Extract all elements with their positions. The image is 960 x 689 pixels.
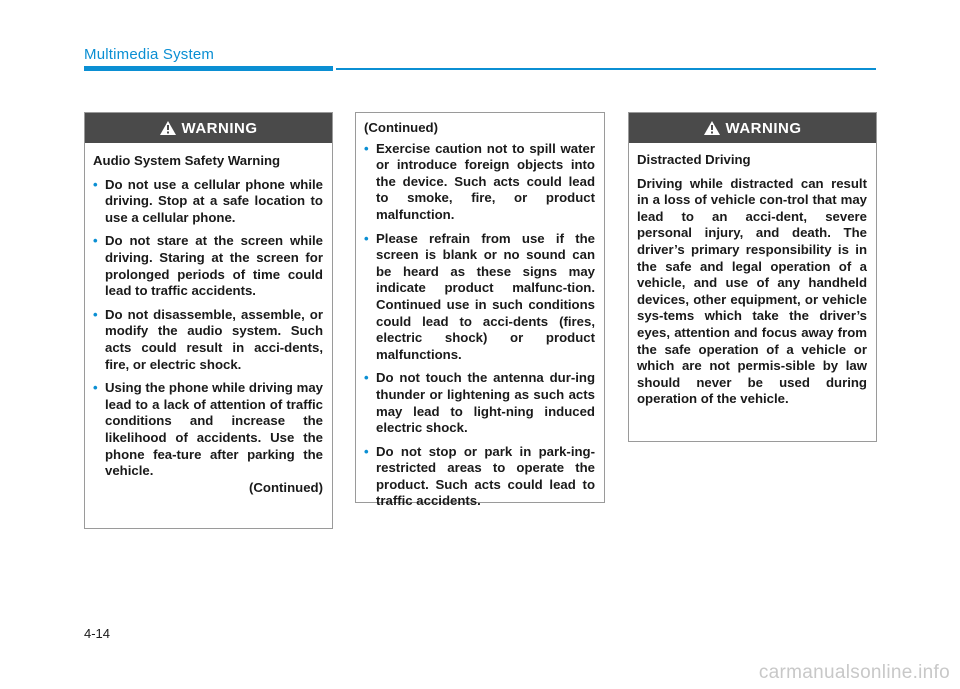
list-item: • Do not use a cellular phone while driving. Stop at a safe location to use a cellular phone.: [93, 176, 323, 225]
bullet-icon: •: [364, 370, 369, 386]
header-rule-thin: [336, 68, 876, 70]
list-item: • Please refrain from use if the screen is blank or no sound can be heard as these signs may indicate product malfunc-tion. Continued use in such conditions could lead to acci-dents (fires, electric shock) or product malfunctions.: [364, 230, 595, 362]
continued-note: (Continued): [364, 120, 438, 135]
box-subtitle: Distracted Driving: [637, 152, 751, 167]
warning-body: Driving while distracted can result in a loss of vehicle con-trol that may lead to an acci-dent, severe personal injury, and death. The driver’s primary responsibility is in the safe and legal operation of a vehicle, and use of any handheld devices, other equipment, or vehicle sys-tems which take the driver’s eyes, attention and focus away from the safe operation of a vehicle or which are not permis-sible by law should never be used during operation of the vehicle.: [637, 175, 867, 407]
bullet-list: [364, 141, 595, 510]
list-item: • Exercise caution not to spill water or introduce foreign objects into the device. Such acts could lead to smoke, fire, or product malfunction.: [364, 140, 595, 222]
warning-header: [85, 113, 332, 143]
bullet-icon: •: [364, 443, 369, 459]
page-number: 4-14: [84, 626, 111, 641]
bullet-icon: •: [364, 140, 369, 156]
warning-label: WARNING: [725, 119, 802, 137]
list-item: • Using the phone while driving may lead to a lack of attention of traffic conditions and increase the likelihood of accidents. Use the phone fea-ture after parking the vehicle.: [93, 380, 323, 479]
continued-box: [355, 112, 605, 509]
bullet-icon: •: [93, 380, 98, 396]
watermark: carmanualsonline.info: [758, 662, 950, 683]
warning-triangle-icon: [704, 121, 720, 135]
list-item: • Do not touch the antenna dur-ing thunder or lightening as such acts may lead to light-ning induced electric shock.: [364, 370, 595, 436]
warning-header: [629, 113, 876, 143]
bullet-icon: •: [93, 233, 98, 249]
list-item: • Do not stare at the screen while driving. Staring at the screen for prolonged periods of time could lead to traffic accidents.: [93, 233, 323, 299]
warning-triangle-icon: [160, 121, 176, 135]
bullet-list: [93, 177, 323, 480]
bullet-icon: •: [93, 306, 98, 322]
header-rule-thick: [84, 66, 333, 71]
continued-note: (Continued): [249, 479, 323, 495]
bullet-icon: •: [364, 230, 369, 246]
warning-box-distracted-driving: [628, 112, 877, 442]
list-item: • Do not stop or park in park-ing-restricted areas to operate the product. Such acts could lead to traffic accidents.: [364, 443, 595, 509]
warning-label: WARNING: [181, 119, 258, 137]
section-title: Multimedia System: [84, 46, 215, 63]
list-item: • Do not disassemble, assemble, or modify the audio system. Such acts could result in acci-dents, fire, or electric shock.: [93, 306, 323, 372]
warning-box-audio-safety: [84, 112, 333, 529]
bullet-icon: •: [93, 176, 98, 192]
box-subtitle: Audio System Safety Warning: [93, 153, 281, 168]
